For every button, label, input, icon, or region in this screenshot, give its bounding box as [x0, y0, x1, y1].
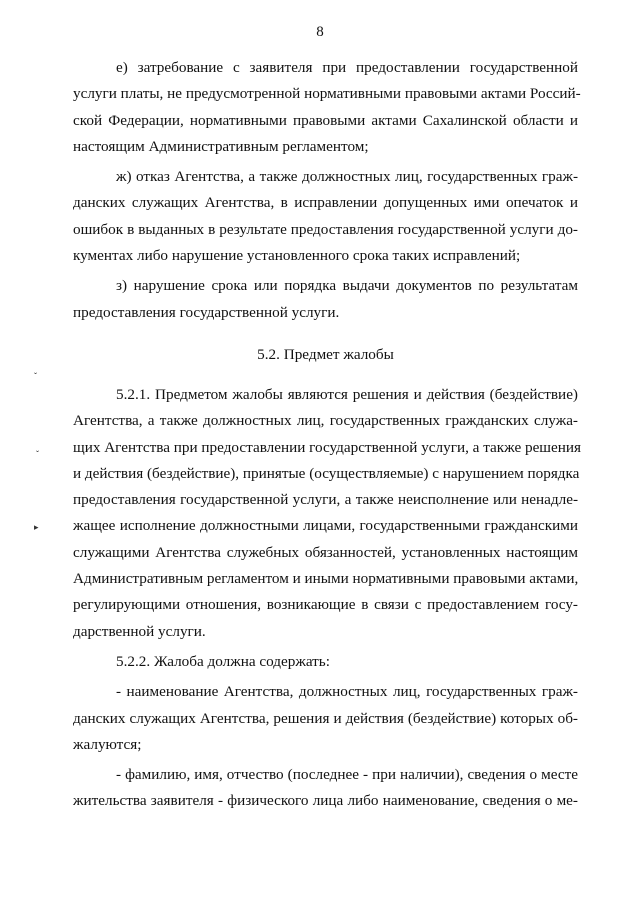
scan-mark: ▸: [34, 522, 39, 532]
paragraph: [73, 679, 578, 758]
page-number: 8: [316, 24, 324, 40]
text-line: - фамилию, имя, отчество (последнее - при наличии), сведения о месте: [116, 766, 578, 784]
bottom-paragraphs: [73, 382, 581, 815]
text-line: ж) отказ Агентства, а также должностных лиц, государственных граж-: [116, 168, 578, 186]
text-line: дарственной услуги.: [73, 622, 206, 640]
text-line: Административным регламентом и иными нормативными правовыми актами,: [73, 570, 579, 588]
text-line: ошибок в выданных в результате предоставления государственной услуги до-: [73, 220, 578, 238]
paragraph: [73, 382, 581, 645]
text-line: данских служащих Агентства, в исправлении допущенных ими опечаток и: [73, 194, 578, 212]
text-line: регулирующими отношения, возникающие в связи с предоставлением госу-: [73, 596, 578, 614]
text-line: - наименование Агентства, должностных лиц, государственных граж-: [116, 683, 578, 701]
paragraph: [73, 273, 578, 326]
text-line: Агентства, а также должностных лиц, государственных гражданских служа-: [73, 412, 578, 430]
text-line: 5.2.2. Жалоба должна содержать:: [116, 652, 330, 670]
text-line: жащее исполнение должностными лицами, государственными гражданскими: [73, 517, 578, 535]
text-line: е) затребование с заявителя при предоставлении государственной: [116, 59, 578, 76]
paragraph: [73, 649, 578, 675]
text-line: ской Федерации, нормативными правовыми актами Сахалинской области и: [73, 111, 578, 129]
text-line: з) нарушение срока или порядка выдачи документов по результатам: [116, 277, 578, 295]
text-line: жалуются;: [73, 735, 142, 753]
text-line: предоставления государственной услуги, а также неисполнение или ненадле-: [73, 491, 578, 509]
scan-mark: ˇ: [34, 371, 37, 381]
paragraph: [73, 762, 578, 815]
paragraph: [73, 164, 578, 269]
text-line: жительства заявителя - физического лица либо наименование, сведения о ме-: [73, 792, 578, 810]
text-line: кументах либо нарушение установленного срока таких исправлений;: [73, 247, 521, 265]
text-line: щих Агентства при предоставлении государственной услуги, а также решения: [73, 438, 581, 456]
scan-mark: ˇ: [36, 449, 39, 459]
text-line: служащими Агентства служебных обязанностей, установленных настоящим: [73, 543, 578, 561]
section-heading: 5.2. Предмет жалобы: [257, 345, 394, 363]
text-line: настоящим Административным регламентом;: [73, 137, 369, 155]
text-line: и действия (бездействие), принятые (осуществляемые) с нарушением порядка: [73, 464, 580, 482]
text-line: данских служащих Агентства, решения и действия (бездействие) которых об-: [73, 709, 578, 727]
top-paragraphs: [73, 55, 581, 326]
text-line: 5.2.1. Предметом жалобы являются решения и действия (бездействие): [116, 385, 578, 403]
paragraph: [73, 55, 581, 160]
text-line: услуги платы, не предусмотренной нормативными правовыми актами Россий-: [73, 85, 581, 103]
text-line: предоставления государственной услуги.: [73, 303, 340, 321]
document-body: [73, 55, 581, 815]
